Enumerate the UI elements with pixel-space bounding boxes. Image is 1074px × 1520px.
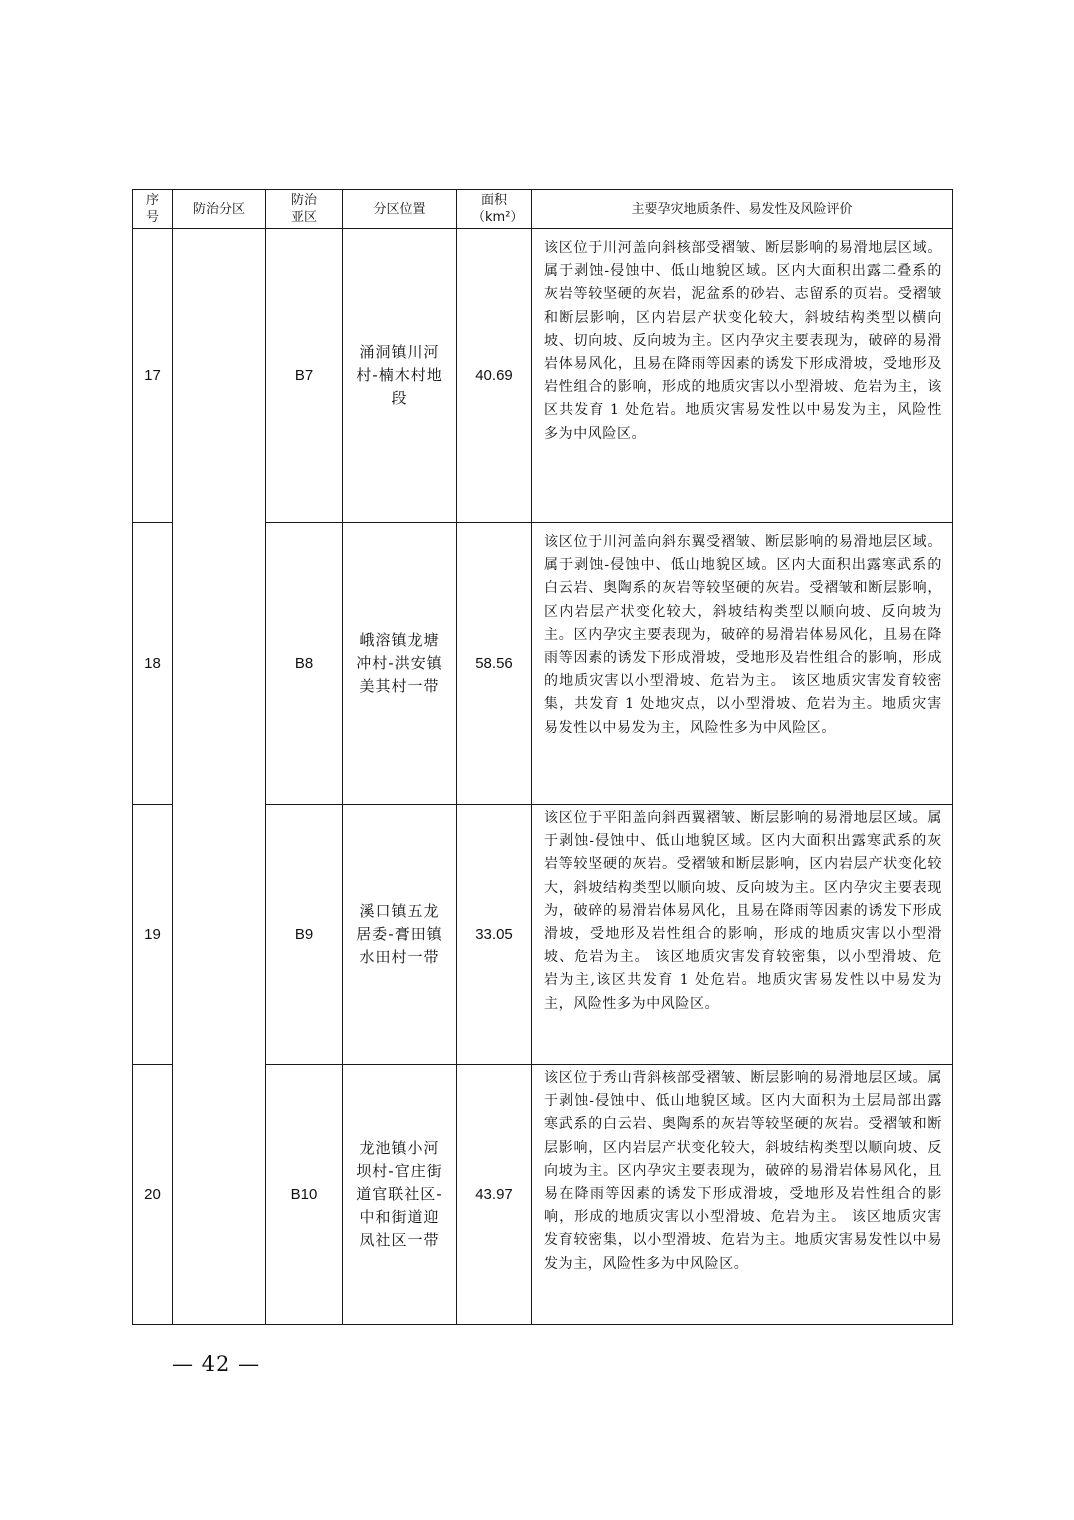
page-number: — 42 —: [172, 1352, 261, 1376]
header-subzone: 防治亚区: [266, 190, 343, 229]
header-location: 分区位置: [343, 190, 457, 229]
row-evaluation: 该区位于秀山背斜核部受褶皱、断层影响的易滑地层区域。属于剥蚀-侵蚀中、低山地貌区域。区内大面积为土层局部出露寒武系的白云岩、奥陶系的灰岩等较坚硬的灰岩。受褶皱和断层影响，区内岩层产状变化较大，斜坡结构类型以顺向坡、反向坡为主。区内孕灾主要表现为，破碎的易滑岩体易风化，且易在降雨等因素的诱发下形成滑坡，受地形及岩性组合的影响，形成的地质灾害以小型滑坡、危岩为主。 该区地质灾害发育较密集，以小型滑坡、危岩为主。地质灾害易发性以中易发为主，风险性多为中风险区。: [532, 1065, 953, 1325]
row-subzone: B9: [266, 805, 343, 1065]
row-area: 33.05: [457, 805, 532, 1065]
table-header-row: [133, 190, 953, 229]
row-index: 18: [133, 523, 173, 805]
header-zone: 防治分区: [173, 190, 266, 229]
row-location: 溪口镇五龙居委-膏田镇水田村一带: [343, 805, 457, 1065]
row-area: 58.56: [457, 523, 532, 805]
row-subzone: B8: [266, 523, 343, 805]
row-location: 龙池镇小河坝村-官庄街道官联社区-中和街道迎凤社区一带: [343, 1065, 457, 1325]
row-location: 涌洞镇川河村-楠木村地段: [343, 229, 457, 523]
row-subzone: B10: [266, 1065, 343, 1325]
row-subzone: B7: [266, 229, 343, 523]
row-area: 43.97: [457, 1065, 532, 1325]
row-evaluation: 该区位于川河盖向斜东翼受褶皱、断层影响的易滑地层区域。属于剥蚀-侵蚀中、低山地貌区域。区内大面积出露寒武系的白云岩、奥陶系的灰岩等较坚硬的灰岩。受褶皱和断层影响，区内岩层产状变化较大，斜坡结构类型以顺向坡、反向坡为主。区内孕灾主要表现为，破碎的易滑岩体易风化，且易在降雨等因素的诱发下形成滑坡，受地形及岩性组合的影响，形成的地质灾害以小型滑坡、危岩为主。 该区地质灾害发育较密集，共发育 1 处地灾点，以小型滑坡、危岩为主。地质灾害易发性以中易发为主，风险性多为中风险区。: [532, 523, 953, 805]
table-row: [133, 229, 953, 523]
header-evaluation: 主要孕灾地质条件、易发性及风险评价: [532, 190, 953, 229]
row-area: 40.69: [457, 229, 532, 523]
hazard-zone-table: [132, 189, 953, 1325]
zone-merged-cell: [173, 229, 266, 1325]
row-index: 17: [133, 229, 173, 523]
row-location: 峨溶镇龙塘冲村-洪安镇美其村一带: [343, 523, 457, 805]
header-area: 面积（km²）: [457, 190, 532, 229]
row-index: 20: [133, 1065, 173, 1325]
header-index: 序号: [133, 190, 173, 229]
row-evaluation: 该区位于川河盖向斜核部受褶皱、断层影响的易滑地层区域。属于剥蚀-侵蚀中、低山地貌区域。区内大面积出露二叠系的灰岩等较坚硬的灰岩，泥盆系的砂岩、志留系的页岩。受褶皱和断层影响，区内岩层产状变化较大，斜坡结构类型以横向坡、切向坡、反向坡为主。区内孕灾主要表现为，破碎的易滑岩体易风化，且易在降雨等因素的诱发下形成滑坡，受地形及岩性组合的影响，形成的地质灾害以小型滑坡、危岩为主，该区共发育 1 处危岩。地质灾害易发性以中易发为主，风险性多为中风险区。: [532, 229, 953, 523]
row-index: 19: [133, 805, 173, 1065]
row-evaluation: 该区位于平阳盖向斜西翼褶皱、断层影响的易滑地层区域。属于剥蚀-侵蚀中、低山地貌区域。区内大面积出露寒武系的灰岩等较坚硬的灰岩。受褶皱和断层影响，区内岩层产状变化较大，斜坡结构类型以顺向坡、反向坡为主。区内孕灾主要表现为，破碎的易滑岩体易风化，且易在降雨等因素的诱发下形成滑坡，受地形及岩性组合的影响，形成的地质灾害以小型滑坡、危岩为主。 该区地质灾害发育较密集，以小型滑坡、危岩为主,该区共发育 1 处危岩。地质灾害易发性以中易发为主，风险性多为中风险区。: [532, 805, 953, 1065]
